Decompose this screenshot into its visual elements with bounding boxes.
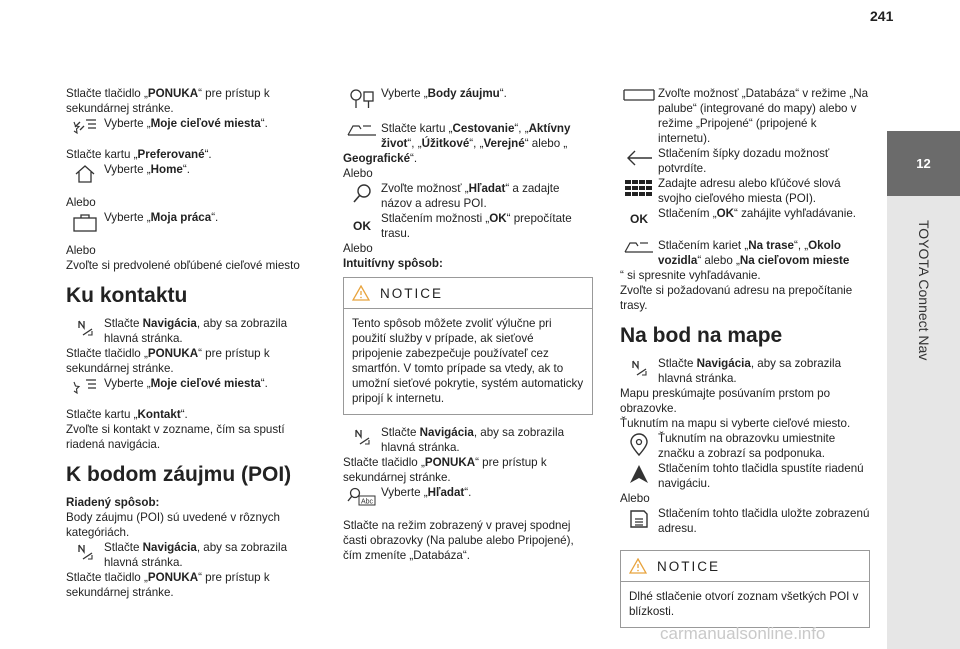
start-navigation-icon — [620, 461, 658, 485]
step-item: Stlačte Navigácia, aby sa zobrazila hlavná stránka. — [343, 425, 593, 455]
step-item: Stlačením tohto tlačidla uložte zobrazenú adresu. — [620, 506, 870, 536]
page-number: 241 — [870, 8, 894, 24]
notice-text: Tento spôsob môžete zvoliť výlučne pri použití služby v prípade, ak sieťové pripojenie zabezpečuje používateľ cez smartfón. V tomto prípade sa vtedy, ak to umožní sieťové pokrytie, systém automaticky pripojí k internetu. — [352, 317, 584, 405]
search-icon — [343, 181, 381, 205]
navigation-icon — [343, 425, 381, 447]
step-item: Stlačte Navigácia, aby sa zobrazila hlavná stránka. — [66, 316, 316, 346]
notice-text: Dlhé stlačenie otvorí zoznam všetkých POI v blízkosti. — [629, 590, 859, 618]
step-item: Vyberte „Home“. — [66, 162, 316, 184]
notice-title: NOTICE — [657, 558, 721, 574]
step-item: Abc Vyberte „Hľadat“. — [343, 485, 593, 507]
tabs-icon — [620, 238, 658, 254]
notice-box — [343, 277, 593, 415]
step-item: Stlačením kariet „Na trase“, „Okolo vozidla“ alebo „Na cieľovom mieste — [620, 238, 870, 268]
section-heading: K bodom záujmu (POI) — [66, 463, 292, 486]
section-heading: Ku kontaktu — [66, 284, 188, 307]
warning-icon — [629, 558, 647, 574]
star-list-icon — [66, 116, 104, 136]
step-item: Vyberte „Moja práca“. — [66, 210, 316, 232]
step-item: Vyberte „Body záujmu“. — [343, 86, 593, 110]
chapter-tab[interactable]: 12 — [887, 131, 960, 196]
column-3: Zvoľte možnosť „Databáza“ v režime „Na palube“ (integrované do mapy) alebo v režime „Pripojené“ (pripojené k internetu). Stlačením šípky dozadu možnosť potvrdíte. Zadajte adresu alebo kľúčové slová svojho cieľového miesta (POI). OK Stlačením „OK“ zahájite vyhľadávanie. Stlačením kariet „Na trase“, „Okolo vozidla“ alebo „Na cieľovom mieste “ si spresnite vyhľadávanie. Zvoľte si požadovanú adresu na prepočítanie trasy. Na bod na mape Stlačte Navigácia, aby sa zobrazila hlavná stránka. Mapu preskúmajte posúvaním prstom po obrazovke. Ťuknutím na mapu si vyberte cieľové miesto. Ťuknutím na obrazovku umiestnite značku a zobrazí sa podponuka. Stlačením tohto tlačidla spustíte riadenú navigáciu. Alebo Stlačením tohto tlačidla uložte zobrazenú adresu. NOTICE Dlhé stlačenie otvorí zoznam všetkých POI v blízkosti. — [620, 86, 870, 638]
step-item: Zvoľte možnosť „Hľadat“ a zadajte názov a adresu POI. — [343, 181, 593, 211]
step-item: Stlačte kartu „Cestovanie“, „Aktívny život“, „Úžitkové“, „Verejné“ alebo „ — [343, 121, 593, 151]
map-pin-icon — [620, 431, 658, 457]
step-item: Stlačte Navigácia, aby sa zobrazila hlavná stránka. — [66, 540, 316, 570]
notice-box — [620, 550, 870, 628]
home-icon — [66, 162, 104, 184]
database-mode-icon — [620, 86, 658, 102]
column-1: Stlačte tlačidlo „PONUKA“ pre prístup k sekundárnej stránke. Vyberte „Moje cieľové miesta“. Stlačte kartu „Preferované“. Vyberte „Home“. Alebo Vyberte „Moja práca“. Alebo Zvoľte si predvolené obľúbené cieľové miesto Ku kontaktu Stlačte Navigácia, aby sa zobrazila hlavná stránka. Stlačte tlačidlo „PONUKA“ pre prístup k sekundárnej stránke. Vyberte „Moje cieľové miesta“. Stlačte kartu „Kontakt“. Zvoľte si kontakt v zozname, čím sa spustí riadená navigácia. K bodom záujmu (POI) Riadený spôsob: Body záujmu (POI) sú uvedené v rôznych kategóriách. Stlačte Navigácia, aby sa zobrazila hlavná stránka. Stlačte tlačidlo „PONUKA“ pre prístup k sekundárnej stránke. — [66, 86, 316, 600]
step-item: Stlačením tohto tlačidla spustíte riadenú navigáciu. — [620, 461, 870, 491]
step-item: Zvoľte možnosť „Databáza“ v režime „Na palube“ (integrované do mapy) alebo v režime „Pripojené“ (pripojené k internetu). — [620, 86, 870, 146]
step-item: Vyberte „Moje cieľové miesta“. — [66, 116, 316, 136]
step-item: Stlačením šípky dozadu možnosť potvrdíte. — [620, 146, 870, 176]
navigation-icon — [66, 316, 104, 338]
briefcase-icon — [66, 210, 104, 232]
keyboard-icon — [620, 176, 658, 198]
column-2: Vyberte „Body záujmu“. Stlačte kartu „Cestovanie“, „Aktívny život“, „Úžitkové“, „Verejné“ alebo „ Geografické“. Alebo Zvoľte možnosť „Hľadat“ a zadajte názov a adresu POI. OK Stlačením možnosti „OK“ prepočítate trasu. Alebo Intuitívny spôsob: NOTICE Tento spôsob môžete zvoliť výlučne pri použití služby v prípade, ak sieťové pripojenie zabezpečuje používateľ cez smartfón. V tomto prípade sa vtedy, ak to umožní sieťové pokrytie, systém automaticky pripojí k internetu. Stlačte Navigácia, aby sa zobrazila hlavná stránka. Stlačte tlačidlo „PONUKA“ pre prístup k sekundárnej stránke. Abc Vyberte „Hľadat“. Stlačte na režim zobrazený v pravej spodnej časti obrazovky (Na palube alebo Pripojené), čím zmeníte „Databáza“. — [343, 86, 593, 563]
step-item: Stlačte Navigácia, aby sa zobrazila hlavná stránka. — [620, 356, 870, 386]
watermark: carmanualsonline.info — [660, 624, 826, 643]
save-icon — [620, 506, 658, 530]
section-heading: Na bod na mape — [620, 324, 783, 347]
step-item: Zadajte adresu alebo kľúčové slová svojho cieľového miesta (POI). — [620, 176, 870, 206]
navigation-icon — [66, 540, 104, 562]
notice-title: NOTICE — [380, 285, 444, 301]
warning-icon — [352, 285, 370, 301]
star-list-icon — [66, 376, 104, 396]
back-arrow-icon — [620, 146, 658, 168]
step-item: Vyberte „Moje cieľové miesta“. — [66, 376, 316, 396]
search-abc-icon — [343, 485, 381, 507]
ok-icon: OK — [353, 219, 371, 233]
step-item: Ťuknutím na obrazovku umiestnite značku a zobrazí sa podponuka. — [620, 431, 870, 461]
tabs-icon — [343, 121, 381, 137]
step-item: OK Stlačením možnosti „OK“ prepočítate trasu. — [343, 211, 593, 241]
step-item: OK Stlačením „OK“ zahájite vyhľadávanie. — [620, 206, 870, 227]
paragraph: Stlačte tlačidlo „PONUKA“ pre prístup k sekundárnej stránke. — [66, 87, 270, 115]
ok-icon: OK — [630, 212, 648, 226]
chapter-title: TOYOTA Connect Nav — [916, 220, 932, 361]
poi-icon — [343, 86, 381, 110]
svg-text:Abc: Abc — [361, 498, 374, 506]
navigation-icon — [620, 356, 658, 378]
